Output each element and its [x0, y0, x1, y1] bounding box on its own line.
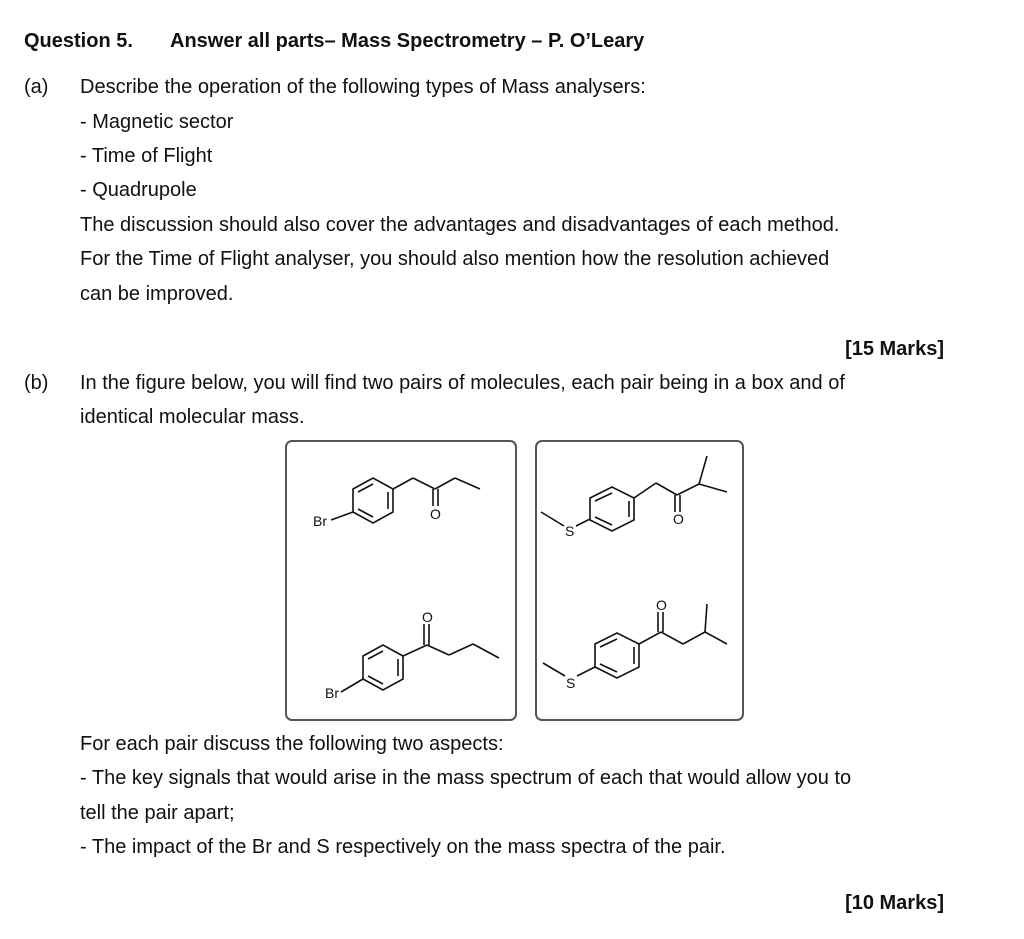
atom-label-br: Br	[313, 513, 327, 529]
part-a-marks: [15 Marks]	[845, 338, 944, 360]
atom-label-o: O	[430, 506, 441, 522]
thio-ketone-structures	[537, 442, 742, 719]
atom-label-o: O	[673, 511, 684, 527]
molecule-bromo-bottom	[325, 609, 499, 701]
part-b-aspect-line: tell the pair apart;	[80, 802, 235, 824]
part-a-discussion-line: The discussion should also cover the advantages and disadvantages of each method.	[80, 214, 840, 236]
atom-label-s: S	[566, 675, 576, 691]
part-a-label: (a)	[24, 76, 49, 98]
part-a-discussion-line: can be improved.	[80, 283, 234, 305]
question-number: Question 5.	[24, 30, 133, 52]
molecule-thio-top	[541, 456, 727, 539]
part-b-aspect-line: - The impact of the Br and S respectively on the mass spectra of the pair.	[80, 836, 726, 858]
part-a-item: - Magnetic sector	[80, 111, 234, 133]
atom-label-br: Br	[325, 685, 339, 701]
part-a-intro: Describe the operation of the following types of Mass analysers:	[80, 76, 646, 98]
part-b-intro-line: identical molecular mass.	[80, 406, 305, 428]
part-a-item: - Time of Flight	[80, 145, 213, 167]
atom-label-s: S	[565, 523, 575, 539]
atom-label-o: O	[656, 597, 667, 613]
molecule-box-bromo-pair	[285, 440, 517, 721]
molecule-box-thio-pair	[535, 440, 744, 721]
part-b-task-intro: For each pair discuss the following two aspects:	[80, 733, 504, 755]
atom-label-o: O	[422, 609, 433, 625]
part-a-discussion-line: For the Time of Flight analyser, you should also mention how the resolution achieved	[80, 248, 830, 270]
part-b-aspect-line: - The key signals that would arise in the mass spectrum of each that would allow you to	[80, 767, 852, 789]
molecule-bromo-top	[313, 478, 480, 529]
question-title: Answer all parts– Mass Spectrometry – P. O’Leary	[170, 30, 645, 52]
part-a-item: - Quadrupole	[80, 179, 197, 201]
part-b-label: (b)	[24, 372, 49, 394]
part-b-marks: [10 Marks]	[845, 892, 944, 914]
part-b-intro-line: In the figure below, you will find two pairs of molecules, each pair being in a box and of	[80, 372, 845, 394]
bromo-ketone-structures	[287, 442, 515, 719]
molecule-thio-bottom	[543, 597, 727, 691]
